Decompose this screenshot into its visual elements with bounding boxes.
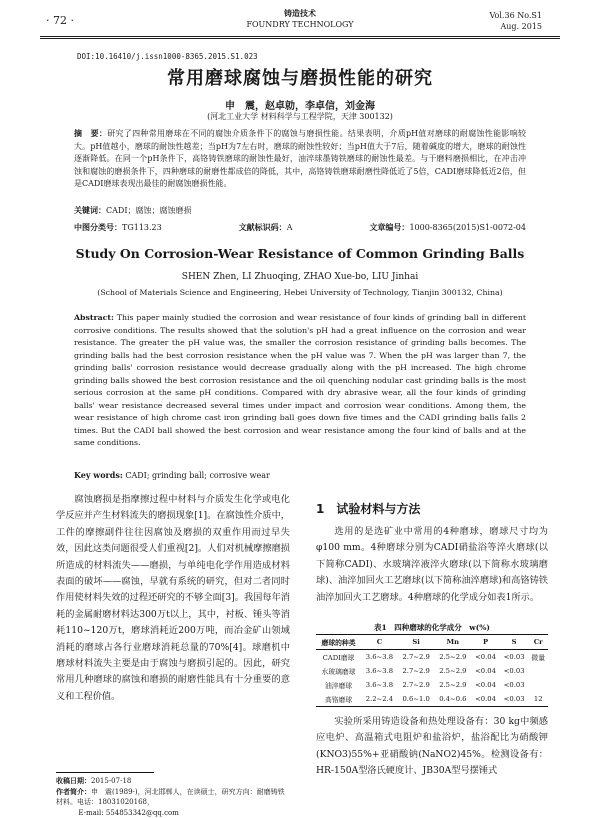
author-bio-text: 申 震(1989-)，河北邯郸人，在读硕士，研究方向：耐磨铸铁材料。电话：18031020168， — [56, 788, 285, 807]
abstract-cn-text: 研究了四种常用磨球在不同的腐蚀介质条件下的腐蚀与磨损性能。结果表明，介质pH值对磨球的耐腐蚀性能影响较大。pH值越小，磨球的耐蚀性越差；当pH为7左右时，磨球的耐蚀性较好；当pH值大于7后，随着碱度的增大，磨球的耐蚀性逐渐降低。在同一个pH条件下，高铬铸铁磨球的耐蚀性最好，油淬球墨铸铁磨球的耐蚀性最差。与干磨料磨损相比，在冲击冲蚀和腐蚀的磨损条件下，四种磨球的耐磨性都成倍的降低，其中，高铬铸铁磨球耐磨性降低近了5倍，CADI磨球降低近2倍，但是CADI磨球表现出最佳的耐腐蚀磨损性能。 — [74, 129, 526, 188]
received-label: 收稿日期： — [56, 776, 91, 785]
table-cell: 3.6~3.8 — [361, 678, 398, 692]
table-cell: 2.5~2.9 — [435, 678, 472, 692]
abstract-cn-label: 摘 要： — [74, 128, 107, 138]
table-header-cell: Cr — [528, 635, 548, 650]
table-row — [316, 650, 548, 665]
abstract-cn — [74, 127, 526, 191]
table-header-cell: 磨球的种类 — [316, 635, 361, 650]
clc-value: TG113.23 — [122, 223, 162, 232]
keywords-en — [74, 470, 270, 480]
table-cell: 3.6~3.8 — [361, 664, 398, 678]
table-cell: 油淬磨球 — [316, 678, 361, 692]
keywords-cn — [74, 205, 191, 216]
date-label: Aug. 2015 — [490, 21, 542, 32]
header-rule-bottom — [40, 38, 560, 39]
doc-code — [239, 222, 293, 233]
volume-label: Vol.36 No.S1 — [490, 10, 542, 21]
intro-paragraph: 腐蚀磨损是指摩擦过程中材料与介质发生化学或电化学反应并产生材料流失的磨损现象[1]。在腐蚀性介质中，工件的摩擦副件往往因腐蚀及磨损的双重作用而过早失效，因此这类问题很受人们重视[2]。人们对机械摩擦磨损所造成的材料流失——磨损，与单纯电化学作用造成材料表面的破坏——腐蚀，早就有系统的研究，但对二者同时作用使材料失效的过程还研究的不够全面[3]。我国每年消耗的金属耐磨材料达300万t以上，其中，衬板、锤头等消耗110~120万t，磨球消耗近200万吨，而冶金矿山领域消耗的磨球占各行业磨球消耗总量的70%[4]。球磨机中磨球材料流失主要是由于腐蚀与磨损引起的。因此，研究常用几种磨球的腐蚀和磨损的耐磨性能具有十分重要的意义和工程价值。 — [56, 492, 290, 705]
authors-en: SHEN Zhen, LI Zhuoqing, ZHAO Xue-bo, LIU Jinhai — [0, 272, 600, 282]
header-rule-top — [40, 36, 560, 37]
table-cell: 水玻璃磨球 — [316, 664, 361, 678]
table-row — [316, 692, 548, 707]
keywords-en-text: CADI; grinding ball; corrosive wear — [123, 471, 270, 480]
abstract-en-text: This paper mainly studied the corrosion and wear resistance of four kinds of grinding ball in different corrosive conditions. The results showed that the solution's pH had a great influence on the corrosion and wear resistance. The greater the pH value was, the smaller the corrosion resistance of grinding balls becomes. The grinding balls had the best corrosion resistance when the pH value was 7. When the pH was larger than 7, the grinding balls' corrosion resistance would decrease gradually along with the pH increased. The high chrome grinding balls showed the best corrosion resistance and the oil quenching nodular cast grinding balls is the most serious corrosion at the same pH conditions. Compared with dry abrasive wear, all the four kinds of grinding balls' wear resistance decreased several times under impact and corrosion wear conditions. Among them, the wear resistance of high chrome cast iron grinding ball goes down five times and the CADI grinding balls falls 2 times. But the CADI ball showed the best corrosion and wear resistance among the four kind of balls and at the same conditions. — [74, 313, 526, 447]
table-cell: CADI磨球 — [316, 650, 361, 665]
author-bio-label: 作者简介： — [56, 787, 91, 796]
table-cell: 2.5~2.9 — [435, 650, 472, 665]
table-cell: <0.03 — [500, 692, 529, 707]
table-cell: 0.6~1.0 — [398, 692, 435, 707]
author-bio — [56, 787, 290, 808]
doc-value: A — [287, 223, 293, 232]
table-header-cell: P — [471, 635, 500, 650]
table-cell: <0.03 — [500, 664, 529, 678]
abstract-en — [74, 312, 526, 450]
received-value: 2015-07-18 — [91, 777, 131, 785]
table-cell: <0.04 — [471, 650, 500, 665]
table-cell: 3.6~3.8 — [361, 650, 398, 665]
page-number: · 72 · — [46, 14, 74, 27]
table-cell: <0.04 — [471, 664, 500, 678]
table-cell — [528, 664, 548, 678]
article-label: 文章编号： — [369, 222, 409, 232]
footnote — [56, 776, 290, 818]
table-cell: 高铬磨球 — [316, 692, 361, 707]
article-number — [369, 222, 526, 233]
keywords-cn-text: CADI；腐蚀；腐蚀磨损 — [106, 206, 191, 215]
table-cell: <0.04 — [471, 678, 500, 692]
footnote-rule — [56, 772, 154, 773]
clc-label: 中图分类号： — [74, 222, 122, 232]
journal-name-en: FOUNDRY TECHNOLOGY — [0, 19, 600, 30]
table-cell: 2.7~2.9 — [398, 650, 435, 665]
table-cell: 2.5~2.9 — [435, 664, 472, 678]
title-cn: 常用磨球腐蚀与磨损性能的研究 — [0, 64, 600, 90]
table-row — [316, 664, 548, 678]
table-cell — [528, 678, 548, 692]
table-header-cell: Si — [398, 635, 435, 650]
doc-label: 文献标识码： — [239, 222, 287, 232]
composition-table — [316, 634, 548, 707]
received-date — [56, 776, 290, 787]
table-cell: 2.2~2.4 — [361, 692, 398, 707]
table-header-cell: S — [500, 635, 529, 650]
issue-info — [490, 10, 542, 32]
author-email: E-mail: 554853342@qq.com — [56, 808, 290, 818]
affiliation-cn: (河北工业大学 材料科学与工程学院，天津 300132) — [0, 111, 600, 122]
table-cell: 12 — [528, 692, 548, 707]
table-caption: 表1 四种磨球的化学成分 w(%) — [316, 622, 548, 633]
affiliation-en: (School of Materials Science and Engineering, Hebei University of Technology, Tianjin 300132, China) — [0, 288, 600, 297]
table-header-cell: C — [361, 635, 398, 650]
table-cell: 微量 — [528, 650, 548, 665]
table-cell: <0.03 — [500, 678, 529, 692]
keywords-en-label: Key words: — [74, 470, 123, 480]
section-paragraph-2: 实验所采用铸造设备和热处理设备有：30 kg中频感应电炉、高温箱式电阻炉和盐浴炉，盐浴配比为硝酸钾(KNO3)55%+亚硝酸钠(NaNO2)45%。检测设备有：HR-150A型洛氏硬度计、JB30A型号摆锤式 — [316, 714, 548, 780]
table-cell: 2.7~2.9 — [398, 678, 435, 692]
authors-cn: 申 震，赵卓勍，李卓信，刘金海 — [0, 97, 600, 112]
classification-row — [74, 222, 526, 233]
table-cell: <0.03 — [500, 650, 529, 665]
table-cell: 0.4~0.6 — [435, 692, 472, 707]
table-cell: 2.7~2.9 — [398, 664, 435, 678]
section-title: 1 试验材料与方法 — [316, 500, 420, 517]
keywords-cn-label: 关键词： — [74, 205, 106, 215]
section-paragraph-1: 选用的是选矿业中常用的4种磨球，磨球尺寸均为φ100 mm。4种磨球分别为CADI硝盐浴等淬火磨球(以下简称CADI)、水玻璃淬液淬火磨球(以下简称水玻璃磨球)、油淬加回火工艺磨球(以下简称油淬磨球)和高铬铸铁油淬加回火工艺磨球。4种磨球的化学成分如表1所示。 — [316, 524, 548, 606]
table-header-cell: Mn — [435, 635, 472, 650]
table-cell: <0.04 — [471, 692, 500, 707]
title-en: Study On Corrosion-Wear Resistance of Common Grinding Balls — [0, 246, 600, 261]
doi: DOI:10.16410/j.issn1000-8365.2015.S1.023 — [77, 52, 258, 61]
table-row — [316, 678, 548, 692]
clc-number — [74, 222, 162, 233]
journal-name-cn: 铸造技术 — [0, 8, 600, 19]
abstract-en-label: Abstract: — [74, 313, 114, 322]
article-value: 1000-8365(2015)S1-0072-04 — [409, 223, 526, 232]
table-header-row — [316, 635, 548, 650]
